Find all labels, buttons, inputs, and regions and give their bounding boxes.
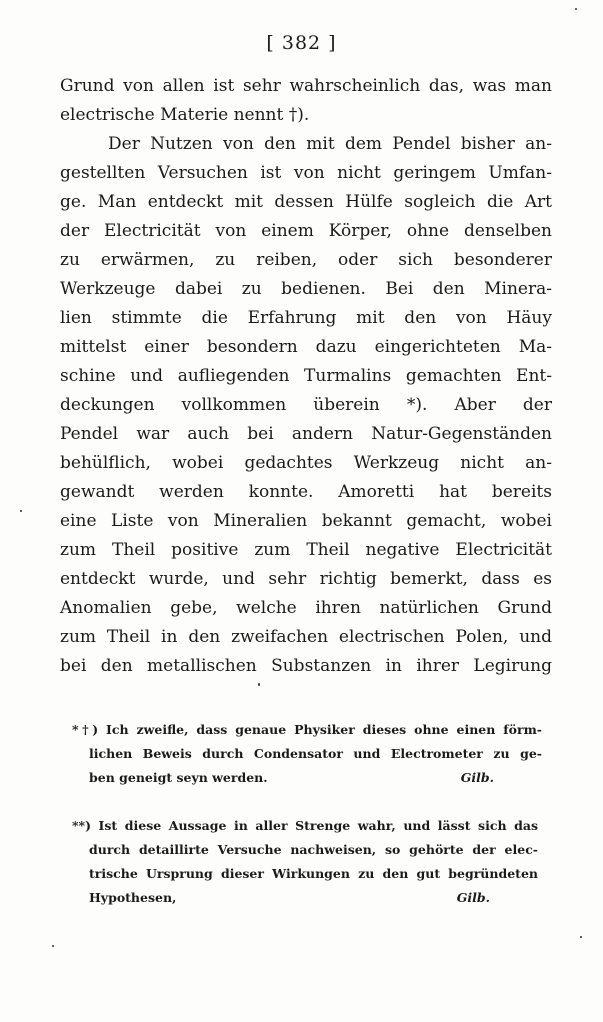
page-number: [ 382 ] (266, 32, 337, 54)
footnote-line: *†) Ich zweifle, dass genaue Physiker dieses ohne einen förm- (72, 722, 542, 737)
text-line: eine Liste von Mineralien bekannt gemacht, wobei (60, 511, 552, 531)
text-line: gewandt werden konnte. Amoretti hat bereits (60, 482, 552, 502)
scan-speck (20, 510, 22, 512)
text-line: Der Nutzen von den mit dem Pendel bisher an- (108, 134, 552, 154)
footnote-1 (72, 718, 542, 790)
footnote-last-line (72, 766, 542, 790)
footnote-2 (72, 814, 538, 910)
scan-speck (258, 683, 260, 686)
scan-speck (52, 945, 54, 947)
text-line: electrische Materie nennt †). (60, 105, 310, 125)
text-line: Pendel war auch bei andern Natur-Gegenständen (60, 424, 552, 444)
text-line: Grund von allen ist sehr wahrscheinlich das, was man (60, 76, 552, 96)
text-line: deckungen vollkommen überein *). Aber der (60, 395, 552, 415)
scan-speck (575, 8, 577, 10)
text-line: gestellten Versuchen ist von nicht geringem Umfan- (60, 163, 552, 183)
footnote-line: trische Ursprung dieser Wirkungen zu den gut begründeten (89, 866, 538, 881)
scan-speck (580, 936, 582, 938)
text-line: zum Theil in den zweifachen electrischen Polen, und (60, 627, 552, 647)
text-line: Anomalien gebe, welche ihren natürlichen Grund (60, 598, 552, 618)
text-line: der Electricität von einem Körper, ohne denselben (60, 221, 552, 241)
text-line: mittelst einer besondern dazu eingerichteten Ma- (60, 337, 552, 357)
text-line: schine und aufliegenden Turmalins gemachten Ent- (60, 366, 552, 386)
text-line: zum Theil positive zum Theil negative Electricität (60, 540, 552, 560)
footnote-line: **) Ist diese Aussage in aller Strenge wahr, und lässt sich das (72, 818, 538, 833)
main-text (60, 72, 552, 681)
text-line: bei den metallischen Substanzen in ihrer Legirung (60, 656, 552, 676)
footnote-line: lichen Beweis durch Condensator und Electrometer zu ge- (89, 746, 542, 761)
text-line: lien stimmte die Erfahrung mit den von Häuy (60, 308, 552, 328)
text-line: behülflich, wobei gedachtes Werkzeug nicht an- (60, 453, 552, 473)
footnote-line: Hypothesen, (89, 890, 177, 905)
text-line: ge. Man entdeckt mit dessen Hülfe sogleich die Art (60, 192, 552, 212)
footnote-line: ben geneigt seyn werden. (89, 770, 268, 785)
text-line: zu erwärmen, zu reiben, oder sich besonderer (60, 250, 552, 270)
footnote-line: durch detaillirte Versuche nachweisen, so gehörte der elec- (89, 842, 538, 857)
footnote-last-line (72, 886, 538, 910)
footnote-signature: Gilb. (456, 890, 490, 905)
footnote-signature: Gilb. (460, 770, 494, 785)
text-line: Werkzeuge dabei zu bedienen. Bei den Minera- (60, 279, 552, 299)
text-line: entdeckt wurde, und sehr richtig bemerkt, dass es (60, 569, 552, 589)
